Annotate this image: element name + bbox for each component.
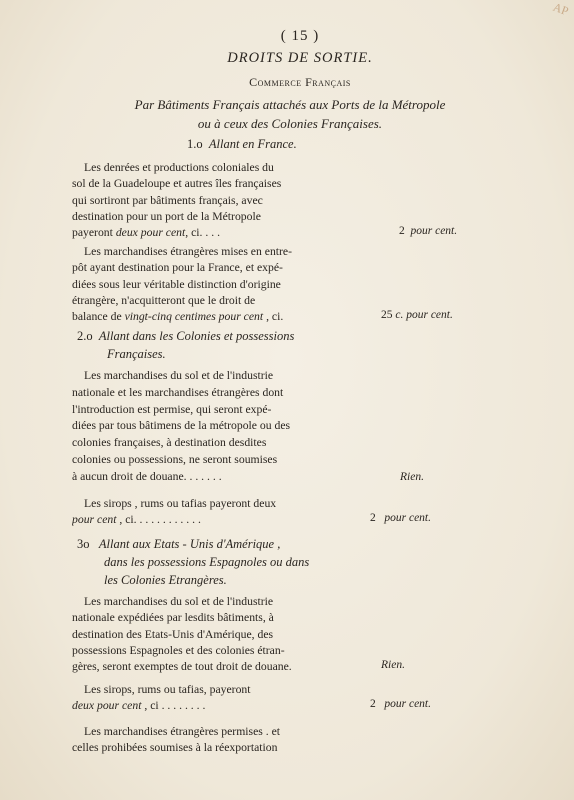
page-number: ( 15 ): [280, 28, 320, 44]
amount-2: 25 c. pour cent.: [381, 309, 453, 321]
paragraph-1: Les denrées et productions coloniales du sol de la Guadeloupe et autres îles françaises qui sortiront par bâtiments français, avec destination pour un port de la Métropole payeront deux pour cent, ci. . . .: [72, 161, 282, 240]
paragraph-3: Les marchandises du sol et de l'industrie nationale et les marchandises étrangères dont l'introduction est permise, qui seront expé- diées par tous bâtimens de la métropole ou des colonies françaises, à destination desdites colonies ou possessions, ne seront soumises à aucun droit de douane. . . . . . .: [72, 369, 291, 483]
amount-4: 2 pour cent.: [370, 512, 432, 524]
intro-line-1: Par Bâtiments Français attachés aux Ports de la Métropole: [134, 97, 446, 112]
amount-6: 2 pour cent.: [370, 698, 432, 710]
section-3-heading: 3o Allant aux Etats - Unis d'Amérique , dans les possessions Espagnoles ou dans les Colonies Etrangères.: [77, 537, 310, 587]
intro-line-2: ou à ceux des Colonies Françaises.: [197, 116, 383, 131]
amount-5: Rien.: [381, 659, 405, 671]
corner-mark: AP: [550, 0, 571, 19]
amount-1: 2 pour cent.: [399, 225, 458, 237]
paragraph-2: Les marchandises étrangères mises en entre- pôt ayant destination pour la France, et expé- diées sous leur véritable distinction d'origine étrangère, n'acquitteront que le droit de balance de vingt-cinq centimes pour cent , ci.: [72, 245, 293, 324]
paragraph-7: Les marchandises étrangères permises . et celles prohibées soumises à la réexportation: [72, 725, 281, 755]
amount-3: Rien.: [400, 471, 424, 483]
paragraph-4: Les sirops , rums ou tafias payeront deux pour cent , ci. . . . . . . . . . . .: [72, 497, 277, 527]
page-subtitle: Commerce Français: [249, 75, 351, 89]
paragraph-5: Les marchandises du sol et de l'industrie nationale expédiées par lesdits bâtiments, à destination des Etats-Unis d'Amérique, des possessions Espagnoles et des colonies étran- gères, seront exemptes de tout droit de douane.: [72, 595, 292, 674]
section-2-heading: 2.o Allant dans les Colonies et possessions Françaises.: [77, 329, 295, 361]
paragraph-6: Les sirops, rums ou tafias, payeront deux pour cent , ci . . . . . . . .: [72, 683, 251, 713]
section-1-heading: 1.o Allant en France.: [187, 137, 297, 151]
page-title: DROITS DE SORTIE.: [227, 50, 373, 66]
